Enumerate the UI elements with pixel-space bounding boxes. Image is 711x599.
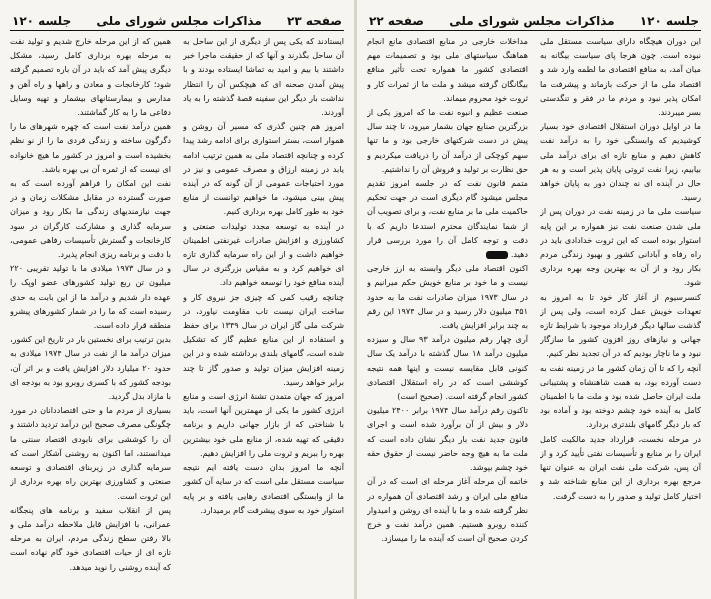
paragraph: صنعت عظیم و انبوه نفت ما که امروز یکی از بزرگترین صنایع جهان بشمار میرود، تا چند سال پیش در دست شرکتهای خارجی بود و ما تنها سهم کوچکی از درآمد آن را دریافت میکردیم و حق نظارت بر تولید و فروش آن را نداشتیم. [367, 107, 528, 174]
paragraph: ایستادند که یکی پس از دیگری از این ساحل به آن ساحل بگذرند و آنها که از حقیقت ماجرا خبر داشتند با بیم و امید به تماشا ایستاده بودند و با پیش آمدن صحنه ای که هیچکس آن را انتظار نداشت بار دیگر این سفینه قصهٔ گذشته را به یاد آوردند. [183, 36, 344, 118]
publication-title: مذاکرات مجلس شورای ملی [96, 14, 262, 28]
session-number: جلسه ۱۲۰ [639, 14, 699, 28]
paragraph: و در سال ۱۹۷۳ میلادی ما با تولید تقریبی ۲۲۰ میلیون تن ربع تولید کشورهای عضو اوپک را عهده دار شدیم و درآمد ما از این بابت به حدی رسیده است که ما را در شمار کشورهای پیشرو منطقه قرار داده است. [10, 263, 171, 331]
paragraph: پس از انقلاب سفید و برنامه های پنجگانه عمرانی، با افزایش قابل ملاحظه درآمد ملی و بالا رفتن سطح زندگی مردم، ایران به مرحله تازه ای از حیات اقتصادی خود گام نهاده است که آینده روشنی را نوید میدهد. [10, 504, 171, 572]
ink-stamp [486, 251, 508, 259]
paragraph: آنچه را که تا آن زمان کشور ما در زمینه نفت به دست آورده بود، به همت شاهنشاه و پشتیبانی ملت ایران حاصل شده بود و ملت ما با اطمینان کامل به آینده خود چشم دوخته بود و آماده بود که بار دیگر گامهای بلندتری بردارد. [540, 362, 701, 430]
left-page-header [12, 10, 342, 32]
paragraph: آری چهار رقم میلیون درآمد ۹۳ سال و سیزده میلیون درآمد ۱۸ سال گذشته با درآمد یک سال کنونی قابل مقایسه نیست و اینها همه نتیجه کوششی است که در راه استقلال اقتصادی کشور انجام گرفته است. (صحیح است) [367, 334, 528, 402]
text-column-left [367, 34, 528, 591]
right-page-columns [367, 34, 701, 591]
page-number: صفحه ۲۲ [369, 14, 425, 28]
paragraph: خاتمه آن مرحله آغاز مرحله ای است که در آن منافع ملی ایران و رشد اقتصادی آن همواره در نظر گرفته شده و ما با آینده ای روشن و امیدوار کننده روبرو هستیم. همین درآمد نفت و خرج کردن صحیح آن است که آینده ما را میسازد. [367, 476, 528, 544]
paragraph: نفت این امکان را فراهم آورده است که به صورت گسترده در مقابل مشکلات زمان و در جهت نیازمندیهای زندگی ما بکار رود و میزان سرمایه گذاری و مشارکت کارگران در سود کارخانجات و گسترش تأسیسات رفاهی عمومی، با دقت و برنامه ریزی انجام پذیرد. [10, 178, 171, 260]
paragraph: این دوران هیچگاه دارای سیاست مستقل ملی نبوده است. چون هرجا پای سیاست بیگانه به میان آمد، به منافع اقتصادی ما لطمه وارد شد و اقتصاد ملی ما از حرکت بازماند و پیشرفت ما امکان پذیر نبود و مردم ما در فقر و تنگدستی بسر میبردند. [540, 36, 701, 118]
paragraph: همین درآمد نفت است که چهره شهرهای ما را دگرگون ساخته و زندگی فردی ما را از نو نظم بخشیده است و امروز در کشور ما هیچ خانواده ای نیست که از ثمره آن بی بهره باشد. [10, 121, 171, 174]
paragraph: در آینده به توسعه مجدد تولیدات صنعتی و کشاورزی و افزایش صادرات غیرنفتی اطمینان خواهیم داشت و از این راه سرمایه گذاری تازه ای خواهیم کرد و به مقیاس بزرگتری در سال آینده منافع خود را توسعه خواهیم داد. [183, 220, 344, 288]
header-rule [10, 30, 344, 31]
paragraph: سیاست ملی ما در زمینه نفت در دوران پس از ملی شدن صنعت نفت نیز همواره بر این پایه استوار بوده است که این ثروت خدادادی باید در راه رفاه و آبادانی کشور و بهبود زندگی مردم بکار رود و از آن به بهترین وجه بهره برداری شود. [540, 206, 701, 288]
paragraph: آنچه ما امروز بدان دست یافته ایم نتیجه سیاست مستقل ملی است که در سایه آن کشور ما از وابستگی اقتصادی رهایی یافته و بر پایه استوار خود به سوی پیشرفت گام برمیدارد. [183, 462, 344, 515]
right-page [357, 0, 711, 599]
paragraph: همین که از این مرحله خارج شدیم و تولید نفت به مرحله بهره برداری کامل رسید، مشکل دیگری پیش آمد که باید در آن باره تصمیم گرفته شود؛ کارخانجات و معادن و راهها و راه آهن و مدارس و بیمارستانهای بیشمار و تهیه وسایل دفاعی ما را به کار گماشتند. [10, 36, 171, 118]
right-page-header [369, 10, 699, 32]
paragraph: در مرحله نخست، قرارداد جدید مالکیت کامل ایران را بر منابع و تأسیسات نفتی تأیید کرد و از آن پس، شرکت ملی نفت ایران به عنوان تنها مرجع بهره برداری از این منابع شناخته شد و اختیار کامل تولید و صدور را به دست گرفت. [540, 433, 701, 501]
paragraph: بسیاری از مردم ما و حتی اقتصاددانان در مورد چگونگی مصرف صحیح این درآمد تردید داشتند و آن را کوششی برای نابودی اقتصاد سنتی ما میدانستند، اما اکنون به روشنی آشکار است که سرمایه گذاری در زیربنای اقتصادی و توسعه صنعتی و کشاورزی بهترین راه بهره برداری از این ثروت است. [10, 405, 171, 501]
paragraph: امروز هم چنین گذری که مسیر آن روشن و هموار است، بستر استواری برای ادامه رشد پیدا کرده و چنانچه اقتصاد ملی به همین ترتیب ادامه یابد در زمینه ارزاق و مصرف عمومی و نیز در مورد احتیاجات عمومی از آن گونه که در آینده پیش بینی میشود، ما خواهیم توانست از منابع خود به طور کامل بهره برداری کنیم. [183, 121, 344, 217]
paragraph: متمم قانون نفت که در جلسه امروز تقدیم مجلس میشود گام دیگری است در جهت تحکیم حاکمیت ملی ما بر منابع نفت، و برای تصویب آن از شما نمایندگان محترم استدعا داریم که با دقت و توجه کامل آن را مورد بررسی قرار دهید. [367, 178, 528, 260]
page-number: صفحه ۲۳ [287, 14, 342, 28]
text-column-left [10, 34, 171, 591]
left-page-columns [10, 34, 344, 591]
paragraph: ما در اوایل دوران استقلال اقتصادی خود بسیار کوشیدیم که وابستگی خود را به درآمد نفت کاهش دهیم و منابع تازه ای برای درآمد ملی بیابیم، زیرا نفت ثروتی پایان پذیر است و به هر حال در آینده ای نه چندان دور به پایان خواهد رسید. [540, 121, 701, 203]
paragraph: تاکنون رقم درآمد سال ۱۹۷۴ برابر ۲۴۰۰ میلیون دلار و بیش از آن برآورد شده است و اجرای قانون جدید نفت بار دیگر نشان داده است که ملت ما به هیچ وجه حاضر نیست از حقوق حقه خود چشم بپوشد. [367, 405, 528, 473]
paragraph: بدین ترتیب برای نخستین بار در تاریخ این کشور، میزان درآمد ما از نفت در سال ۱۹۷۴ میلادی به حدود ۲۰ میلیارد دلار افزایش یافت و بر اثر آن، بودجه کشور که با کسری روبرو بود به بودجه ای با مازاد بدل گردید. [10, 334, 171, 402]
left-page [0, 0, 354, 599]
paragraph: امروز که جهان متمدن تشنهٔ انرژی است و منابع انرژی کشور ما یکی از مهمترین آنها است، باید با شناختی که از بازار جهانی داریم و برنامه دقیقی که تهیه شده، از منابع ملی خود بیشترین بهره را ببریم و ثروت ملی را افزایش دهیم. [183, 391, 344, 458]
publication-title: مذاکرات مجلس شورای ملی [449, 14, 615, 28]
header-rule [367, 30, 701, 31]
paragraph: مداخلات خارجی در منابع اقتصادی مانع انجام هماهنگ سیاستهای ملی بود و تصمیمات مهم اقتصادی کشور ما همواره تحت تأثیر منافع بیگانگان گرفته میشد و ملت ما از ثمرات کار و ثروت خود محروم میماند. [367, 36, 528, 103]
session-number: جلسه ۱۲۰ [12, 14, 72, 28]
text-column-right [540, 34, 701, 591]
text-column-right [183, 34, 344, 591]
paragraph: اکنون اقتصاد ملی دیگر وابسته به ارز خارجی نیست و ما خود بر منابع خویش حکم میرانیم و در سال ۱۹۷۳ میزان صادرات نفت ما به حدود ۴۵۱ میلیون دلار رسید و در سال ۱۹۷۴ این رقم به چند برابر افزایش یافت. [367, 263, 528, 331]
paragraph: کنسرسیوم از آغاز کار خود تا به امروز به تعهدات خویش عمل کرده است، ولی پس از گذشت سالها دیگر قرارداد موجود با شرایط تازه جهانی و نیازهای روز افزون کشور ما سازگار نبود و ما ناچار بودیم که در آن تجدید نظر کنیم. [540, 291, 701, 359]
paragraph: چنانچه رقیب کمی که چیزی جز نیروی کار و ساخت ایران نیست تاب مقاومت نیاورد، در شرکت ملی گاز ایران در سال ۱۳۴۹ برای حفظ و استفاده از این منابع عظیم گاز که تشکیل شده است، گامهای بلندی برداشته شده و در این زمینه افزایش میزان تولید و صدور گاز تا چند برابر خواهد رسید. [183, 291, 344, 387]
